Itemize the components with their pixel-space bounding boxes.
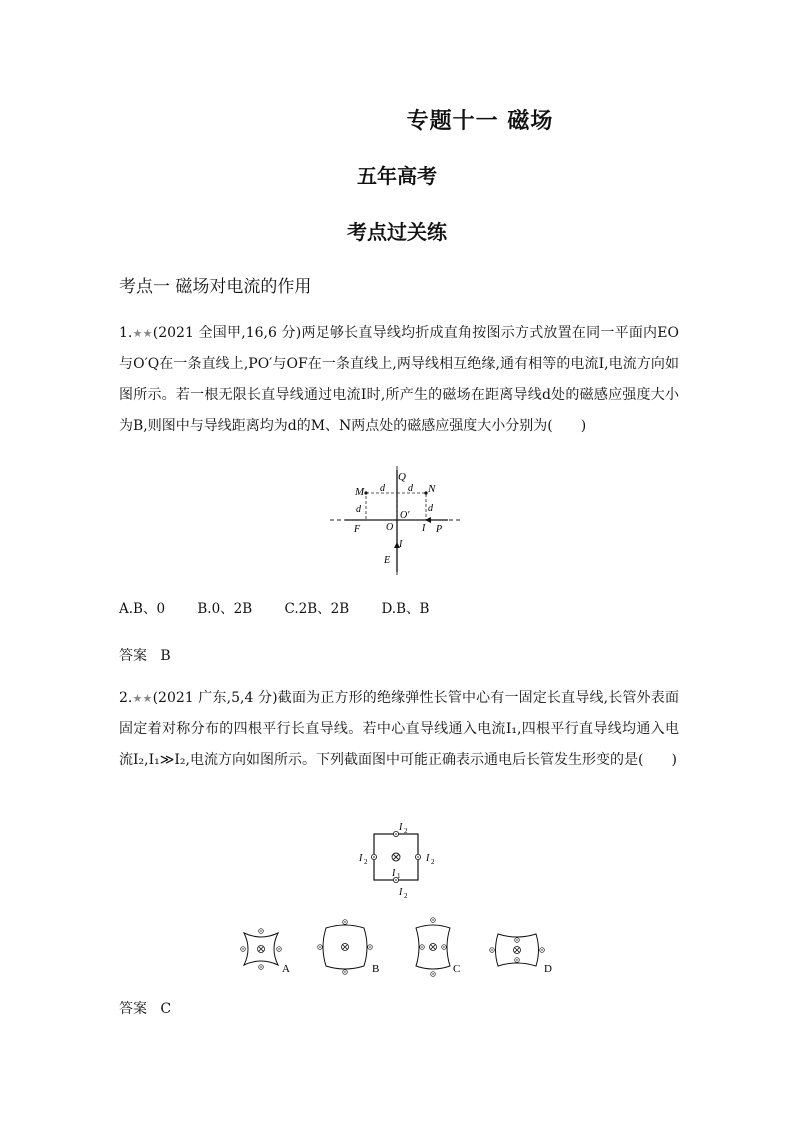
dot-wire-left-icon — [371, 854, 376, 859]
page-title: 专题十一 磁场 — [406, 108, 554, 134]
q2-answer — [119, 998, 171, 1018]
question-1 — [119, 318, 679, 442]
center-wire-icon — [392, 853, 400, 861]
point-m — [364, 491, 367, 494]
choice-c-label: C — [453, 963, 461, 975]
q2-main-figure — [352, 818, 442, 904]
label-q: Q — [398, 471, 406, 483]
label-d-2: d — [408, 483, 413, 494]
label-i2-right: I — [426, 853, 430, 864]
answer-value: B — [160, 648, 171, 664]
subtitle-practice: 考点过关练 — [347, 220, 447, 244]
answer-label: 答案 — [119, 648, 147, 664]
label-i-horizontal: I — [422, 523, 426, 534]
q2-number: 2. — [119, 690, 133, 706]
label-i2-bottom: I — [399, 887, 403, 898]
label-i2-left: I — [359, 853, 363, 864]
label-i2-bottom-sub: 2 — [404, 892, 408, 900]
choice-b-figure[interactable] — [318, 920, 380, 975]
label-i2-left-sub: 2 — [364, 858, 368, 866]
label-i2-right-sub: 2 — [431, 858, 435, 866]
q2-choice-figures — [232, 916, 562, 978]
label-i-vertical: I — [399, 539, 403, 550]
choice-b-label: B — [372, 963, 380, 975]
center-wire-icon — [514, 947, 521, 954]
section-heading: 考点一 磁场对电流的作用 — [119, 277, 312, 297]
option-d[interactable]: D.B、B — [381, 601, 430, 617]
q1-number: 1. — [119, 325, 133, 341]
label-i2-top-sub: 2 — [404, 827, 408, 835]
label-d-4: d — [428, 503, 433, 514]
answer-value: C — [160, 1001, 172, 1017]
label-f: F — [354, 524, 361, 535]
difficulty-stars: ★★ — [132, 692, 153, 705]
dot-wire-top-icon — [393, 831, 398, 836]
choice-a-figure[interactable] — [241, 929, 290, 975]
label-m: M — [355, 486, 365, 498]
answer-label: 答案 — [119, 1001, 147, 1017]
label-i1: I — [392, 868, 396, 879]
q1-options — [119, 597, 457, 617]
center-wire-icon — [258, 946, 265, 953]
choice-c-figure[interactable] — [416, 918, 460, 977]
box-m — [366, 493, 397, 520]
question-2 — [119, 683, 679, 776]
q1-answer — [119, 645, 171, 665]
choice-d-figure[interactable] — [490, 934, 552, 975]
q2-text: (2021 广东,5,4 分)截面为正方形的绝缘弹性长管中心有一固定长直导线,长管外表面固定着对称分布的四根平行长直导线。若中心直导线通入电流I₁,四根平行直导线均通入电流I₂,I₁≫I₂,电流方向如图所示。下列截面图中可能正确表示通电后长管发生形变的是( ) — [119, 690, 679, 768]
label-o-prime: O′ — [400, 510, 410, 521]
label-o: O — [386, 522, 394, 533]
dot-wire-right-icon — [415, 854, 420, 859]
option-a[interactable]: A.B、0 — [119, 601, 166, 617]
q1-figure — [320, 460, 470, 580]
label-n: N — [428, 483, 436, 495]
label-d-1: d — [380, 483, 385, 494]
q1-text: (2021 全国甲,16,6 分)两足够长直导线均折成直角按图示方式放置在同一平面内EO与O′Q在一条直线上,PO′与OF在一条直线上,两导线相互绝缘,通有相等的电流I,电流方向如图所示。若一根无限长直导线通过电流I时,所产生的磁场在距离导线d处的磁感应强度大小为B,则图中与导线距离均为d的M、N两点处的磁感应强度大小分别为( ) — [119, 325, 679, 434]
option-b[interactable]: B.0、2B — [197, 601, 253, 617]
choice-a-label: A — [282, 963, 290, 975]
center-wire-icon — [342, 944, 349, 951]
label-p: P — [436, 524, 443, 535]
label-i1-sub: 1 — [397, 872, 401, 880]
option-c[interactable]: C.2B、2B — [284, 601, 350, 617]
subtitle-five-years: 五年高考 — [357, 164, 437, 188]
difficulty-stars: ★★ — [132, 327, 153, 340]
label-i2-top: I — [399, 822, 403, 833]
center-wire-icon — [430, 944, 437, 951]
label-e: E — [384, 555, 391, 566]
choice-d-label: D — [544, 963, 552, 975]
label-d-3: d — [356, 504, 361, 515]
